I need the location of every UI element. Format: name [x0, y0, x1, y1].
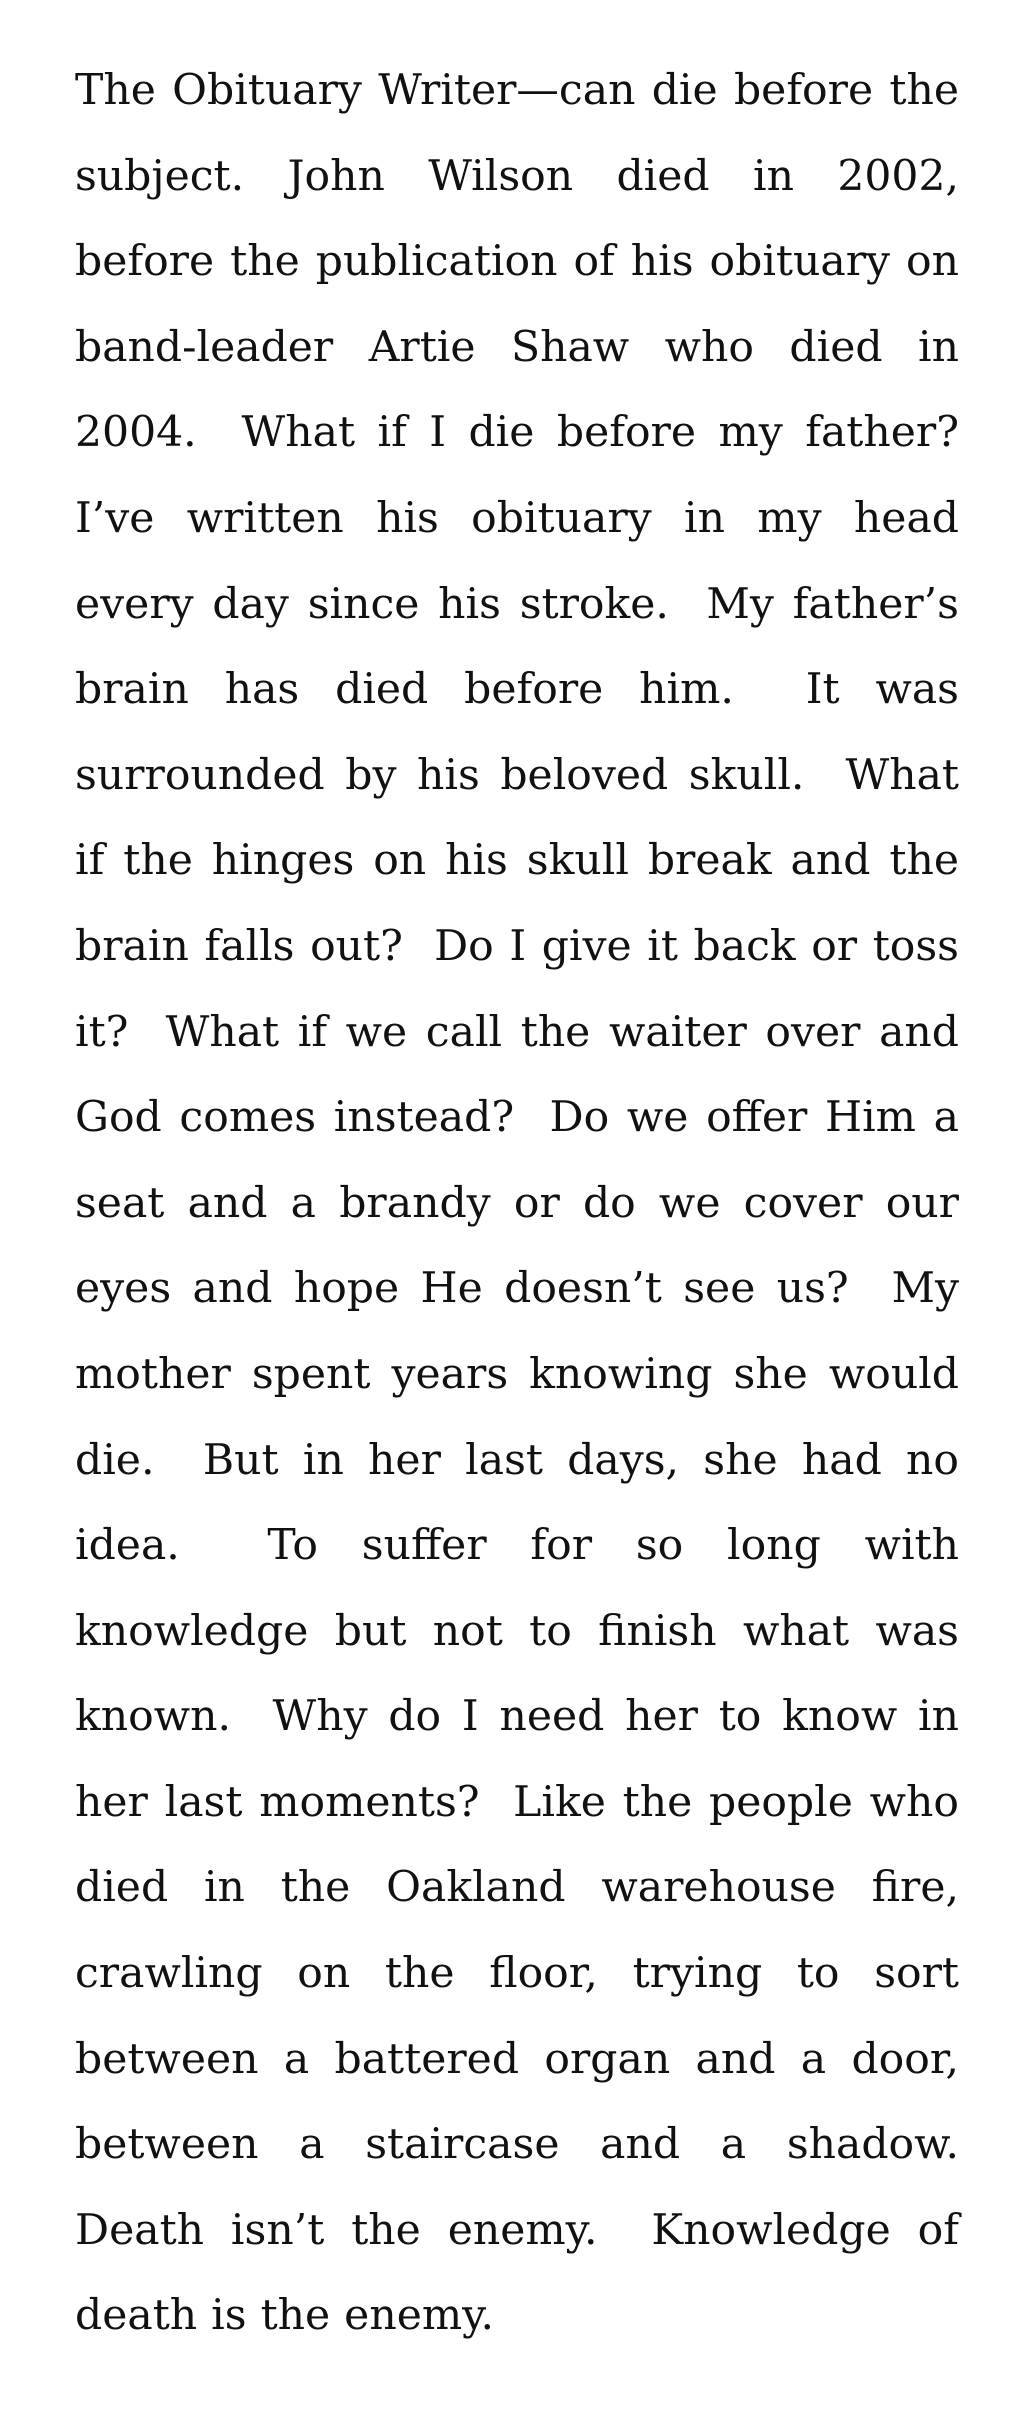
prose-paragraph: The Obituary Writer—can die before the subject. John Wilson died in 2002, before the publication of his obituary on band-leader Artie Shaw who died in 2004. What if I die before my father? I’ve written his obituary in my head every day since his stroke. My father’s brain has died before him. It was surrounded by his beloved skull. What if the hinges on his skull break and the brain falls out? Do I give it back or toss it? What if we call the waiter over and God comes instead? Do we offer Him a seat and a brandy or do we cover our eyes and hope He doesn’t see us? My mother spent years knowing she would die. But in her last days, she had no idea. To suffer for so long with knowledge but not to finish what was known. Why do I need her to know in her last moments? Like the people who died in the Oakland warehouse fire, crawling on the floor, trying to sort between a battered organ and a door, between a staircase and a shadow. Death isn’t the enemy. Knowledge of death is the enemy. — [75, 66, 974, 2341]
